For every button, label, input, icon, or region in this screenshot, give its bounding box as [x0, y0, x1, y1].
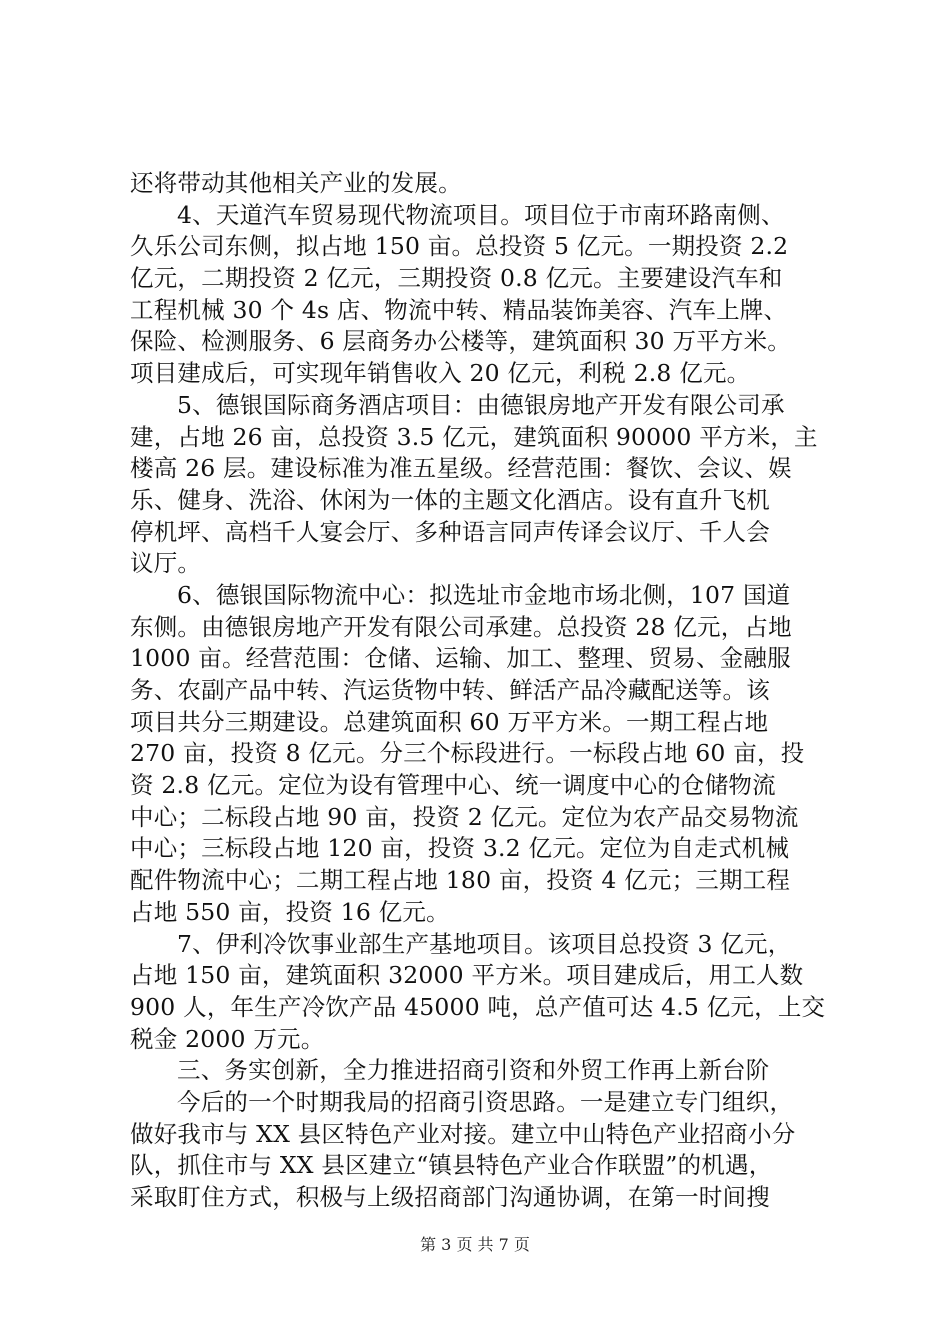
text-line: 议厅。 [130, 549, 202, 578]
text-line: 270 亩，投资 8 亿元。分三个标段进行。一标段占地 60 亩，投 [130, 739, 805, 768]
page-number-label: 第 3 页 共 7 页 [420, 1235, 530, 1254]
text-line: 占地 550 亩，投资 16 亿元。 [130, 897, 450, 926]
text-line: 停机坪、高档千人宴会厅、多种语言同声传译会议厅、千人会 [130, 517, 770, 546]
document-body [130, 168, 830, 1214]
page-footer [0, 1232, 950, 1255]
text-line: 采取盯住方式，积极与上级招商部门沟通协调，在第一时间搜 [130, 1183, 770, 1211]
text-line: 三、务实创新，全力推进招商引资和外贸工作再上新台阶 [177, 1056, 770, 1085]
text-line: 5、德银国际商务酒店项目：由德银房地产开发有限公司承 [177, 390, 785, 419]
text-line: 务、农副产品中转、汽运货物中转、鲜活产品冷藏配送等。该 [130, 676, 770, 704]
text-line: 项目建成后，可实现年销售收入 20 亿元，利税 2.8 亿元。 [130, 359, 751, 388]
text-line: 建，占地 26 亩，总投资 3.5 亿元，建筑面积 90000 平方米，主 [130, 422, 818, 451]
text-line: 工程机械 30 个 4s 店、物流中转、精品装饰美容、汽车上牌、 [130, 295, 788, 324]
text-line: 东侧。由德银房地产开发有限公司承建。总投资 28 亿元，占地 [130, 612, 792, 641]
text-line: 900 人，年生产冷饮产品 45000 吨，总产值可达 4.5 亿元，上交 [130, 992, 826, 1021]
text-line: 队，抓住市与 XX 县区建立“镇县特色产业合作联盟”的机遇， [130, 1151, 773, 1180]
text-line: 久乐公司东侧，拟占地 150 亩。总投资 5 亿元。一期投资 2.2 [130, 232, 789, 261]
text-line: 保险、检测服务、6 层商务办公楼等，建筑面积 30 万平方米。 [130, 327, 791, 356]
text-line: 还将带动其他相关产业的发展。 [130, 169, 462, 197]
text-line: 乐、健身、洗浴、休闲为一体的主题文化酒店。设有直升飞机 [130, 485, 770, 514]
text-line: 资 2.8 亿元。定位为设有管理中心、统一调度中心的仓储物流 [130, 771, 776, 800]
text-line: 中心；二标段占地 90 亩，投资 2 亿元。定位为农产品交易物流 [130, 802, 799, 831]
text-line: 税金 2000 万元。 [130, 1024, 325, 1053]
text-line: 中心；三标段占地 120 亩，投资 3.2 亿元。定位为自走式机械 [130, 834, 790, 863]
text-line: 做好我市与 XX 县区特色产业对接。建立中山特色产业招商小分 [130, 1119, 796, 1148]
text-line: 占地 150 亩，建筑面积 32000 平方米。项目建成后，用工人数 [130, 961, 804, 990]
text-line: 7、伊利冷饮事业部生产基地项目。该项目总投资 3 亿元， [177, 929, 792, 958]
text-line: 亿元，二期投资 2 亿元，三期投资 0.8 亿元。主要建设汽车和 [130, 264, 783, 293]
text-line: 楼高 26 层。建设标准为准五星级。经营范围：餐饮、会议、娱 [130, 454, 792, 483]
text-line: 配件物流中心；二期工程占地 180 亩，投资 4 亿元；三期工程 [130, 866, 791, 895]
text-line: 今后的一个时期我局的招商引资思路。一是建立专门组织， [177, 1087, 794, 1116]
text-line: 项目共分三期建设。总建筑面积 60 万平方米。一期工程占地 [130, 707, 769, 736]
text-line: 6、德银国际物流中心：拟选址市金地市场北侧，107 国道 [177, 580, 791, 609]
text-line: 1000 亩。经营范围：仓储、运输、加工、整理、贸易、金融服 [130, 644, 791, 673]
text-line: 4、天道汽车贸易现代物流项目。项目位于市南环路南侧、 [177, 200, 785, 229]
